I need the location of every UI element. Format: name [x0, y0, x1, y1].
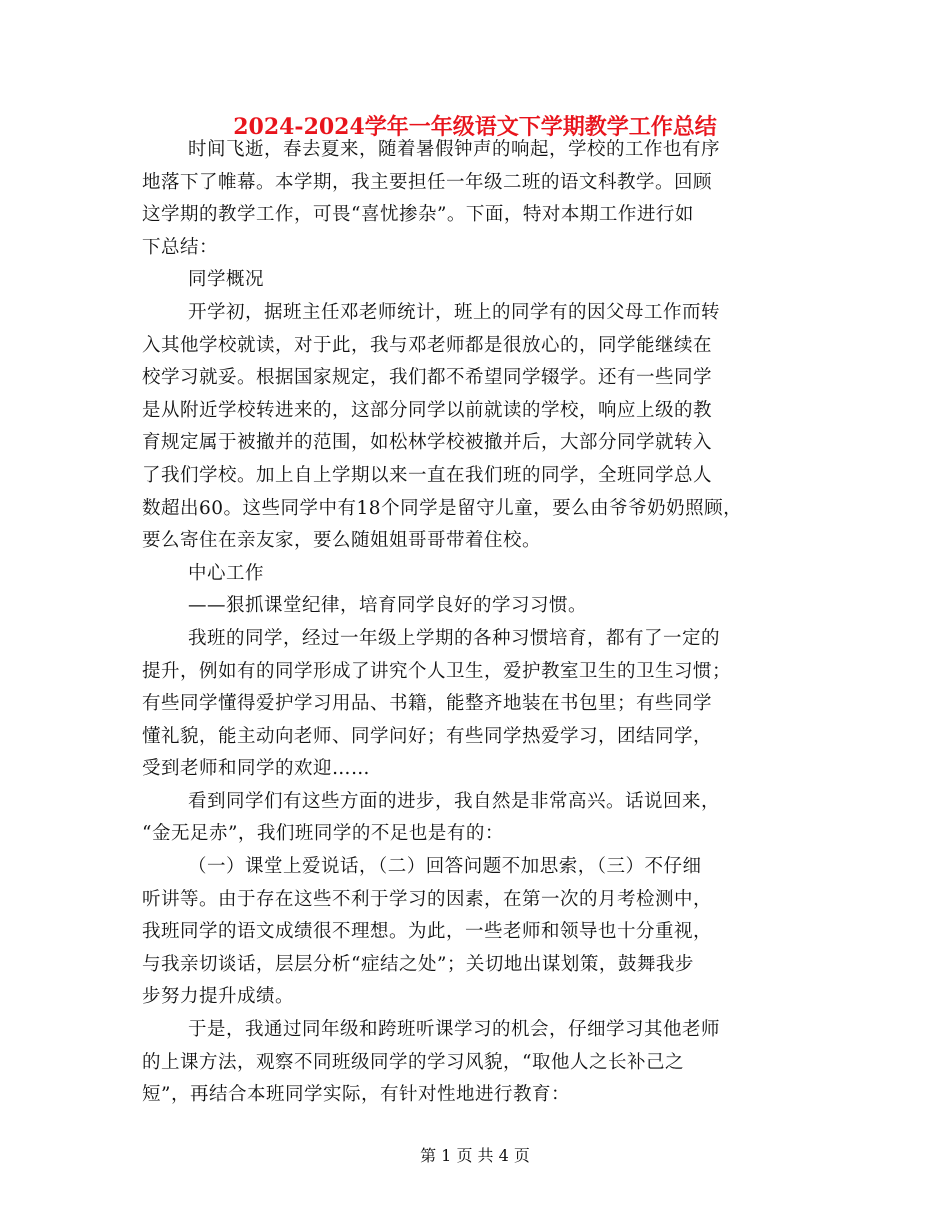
paragraph-line: 我班同学的语文成绩很不理想。为此，一些老师和领导也十分重视， — [142, 921, 713, 943]
paragraph-line: 短”，再结合本班同学实际，有针对性地进行教育： — [142, 1084, 570, 1106]
paragraph-line: 入其他学校就读，对于此，我与邓老师都是很放心的，同学能继续在 — [142, 334, 713, 356]
paragraph-line: 提升，例如有的同学形成了讲究个人卫生，爱护教室卫生的卫生习惯； — [142, 660, 732, 682]
paragraph-line: 我班的同学，经过一年级上学期的各种习惯培育，都有了一定的 — [188, 627, 721, 649]
paragraph-line: 懂礼貌，能主动向老师、同学问好；有些同学热爱学习，团结同学， — [142, 725, 713, 747]
document-body — [142, 134, 818, 1112]
paragraph-line: 与我亲切谈话，层层分析“症结之处”；关切地出谋划策，鼓舞我步 — [142, 953, 694, 975]
paragraph-line: 受到老师和同学的欢迎…… — [142, 758, 371, 780]
paragraph-line: ——狠抓课堂纪律，培育同学良好的学习习惯。 — [188, 595, 588, 617]
paragraph-line: 于是，我通过同年级和跨班听课学习的机会，仔细学习其他老师 — [188, 1019, 721, 1041]
paragraph-line: 是从附近学校转进来的，这部分同学以前就读的学校，响应上级的教 — [142, 399, 713, 421]
paragraph-line: 有些同学懂得爱护学习用品、书籍，能整齐地装在书包里；有些同学 — [142, 693, 713, 715]
paragraph-line: 这学期的教学工作，可畏“喜忧掺杂”。下面，特对本期工作进行如 — [142, 204, 694, 226]
document-title: 2024-2024学年一年级语文下学期教学工作总结 — [233, 114, 717, 140]
paragraph-line: 要么寄住在亲友家，要么随姐姐哥哥带着住校。 — [142, 530, 542, 552]
paragraph-line: 看到同学们有这些方面的进步，我自然是非常高兴。话说回来， — [188, 790, 721, 812]
paragraph-line: 了我们学校。加上自上学期以来一直在我们班的同学，全班同学总人 — [142, 464, 713, 486]
paragraph-line: 的上课方法，观察不同班级同学的学习风貌，“取他人之长补己之 — [142, 1051, 684, 1073]
paragraph-line: 数超出60。这些同学中有18个同学是留守儿童，要么由爷爷奶奶照顾， — [142, 497, 743, 519]
paragraph-line: （一）课堂上爱说话，（二）回答问题不加思索，（三）不仔细 — [188, 856, 702, 878]
paragraph-line: 开学初，据班主任邓老师统计，班上的同学有的因父母工作而转 — [188, 301, 721, 323]
paragraph-line: “金无足赤”，我们班同学的不足也是有的： — [142, 823, 504, 845]
paragraph-line: 校学习就妥。根据国家规定，我们都不希望同学辍学。还有一些同学 — [142, 367, 713, 389]
paragraph-line: 听讲等。由于存在这些不利于学习的因素，在第一次的月考检测中， — [142, 888, 713, 910]
section-heading: 同学概况 — [188, 269, 265, 291]
section-heading: 中心工作 — [188, 562, 265, 584]
paragraph-line: 育规定属于被撤并的范围，如松林学校被撤并后，大部分同学就转入 — [142, 432, 713, 454]
paragraph-line: 步努力提升成绩。 — [142, 986, 295, 1008]
paragraph-line: 下总结： — [142, 236, 219, 258]
paragraph-line: 时间飞逝，春去夏来，随着暑假钟声的响起，学校的工作也有序 — [188, 139, 721, 160]
page-footer: 第 1 页 共 4 页 — [420, 1146, 530, 1165]
paragraph-line: 地落下了帷幕。本学期，我主要担任一年级二班的语文科教学。回顾 — [142, 171, 713, 193]
